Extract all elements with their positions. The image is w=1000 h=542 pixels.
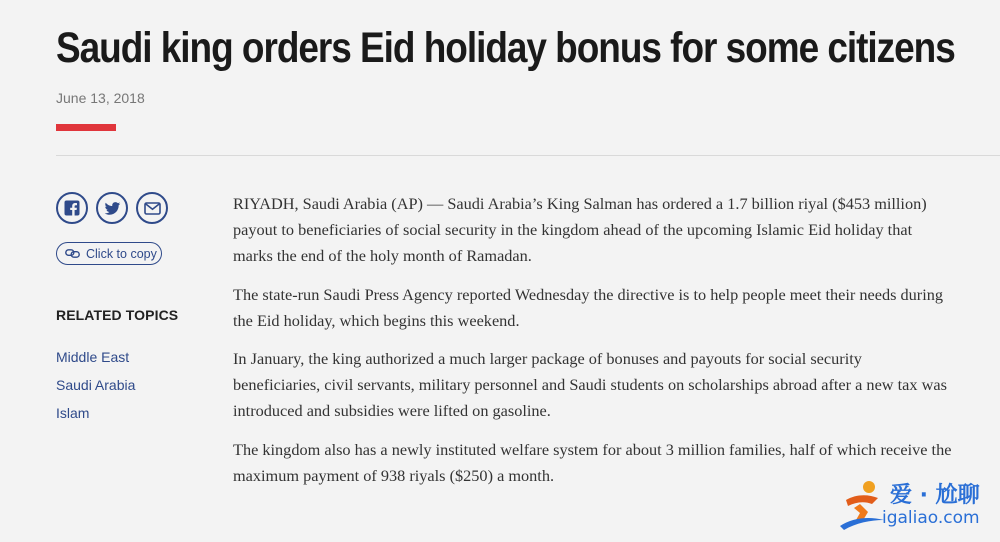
related-topics-list [56, 343, 135, 427]
runner-logo-icon [838, 478, 886, 530]
topic-link-saudi-arabia[interactable]: Saudi Arabia [56, 377, 136, 393]
link-icon [65, 249, 80, 258]
copy-link-button[interactable] [56, 242, 162, 265]
topic-link-islam[interactable]: Islam [56, 405, 90, 421]
email-icon [144, 202, 161, 215]
article-paragraph: In January, the king authorized a much larger package of bonuses and payouts for social security beneficiaries, civil servants, military personnel and Saudi students on scholarships abroad after a new tax was introduced and subsidies were lifted on gasoline. [233, 349, 947, 420]
facebook-icon [64, 200, 80, 216]
publish-date: June 13, 2018 [56, 90, 145, 106]
article-body [233, 191, 953, 501]
copy-link-label: Click to copy [86, 246, 157, 261]
twitter-share-button[interactable] [96, 192, 128, 224]
facebook-share-button[interactable] [56, 192, 88, 224]
article-paragraph: The state-run Saudi Press Agency reported Wednesday the directive is to help people meet their needs during the Eid holiday, which begins this weekend. [233, 284, 944, 330]
related-topics-heading: RELATED TOPICS [56, 307, 179, 323]
article-headline: Saudi king orders Eid holiday bonus for some citizens [56, 24, 955, 72]
twitter-icon [104, 200, 121, 217]
article-paragraph: The kingdom also has a newly instituted welfare system for about 3 million families, half of which receive the maximum payment of 938 riyals ($250) a month. [233, 439, 952, 485]
site-watermark [838, 478, 998, 532]
email-share-button[interactable] [136, 192, 168, 224]
watermark-brand-text: 爱 · 尬聊 [890, 483, 980, 508]
watermark-domain-text: igaliao.com [882, 508, 980, 528]
topic-link-middle-east[interactable]: Middle East [56, 349, 130, 365]
share-buttons [56, 192, 168, 224]
accent-bar [56, 124, 116, 131]
divider [56, 155, 1000, 156]
article-paragraph: RIYADH, Saudi Arabia (AP) — Saudi Arabia’s King Salman has ordered a 1.7 billion riyal ($453 million) payout to beneficiaries of social security in the kingdom ahead of the upcoming Islamic Eid holiday that marks the end of the holy month of Ramadan. [233, 194, 927, 265]
